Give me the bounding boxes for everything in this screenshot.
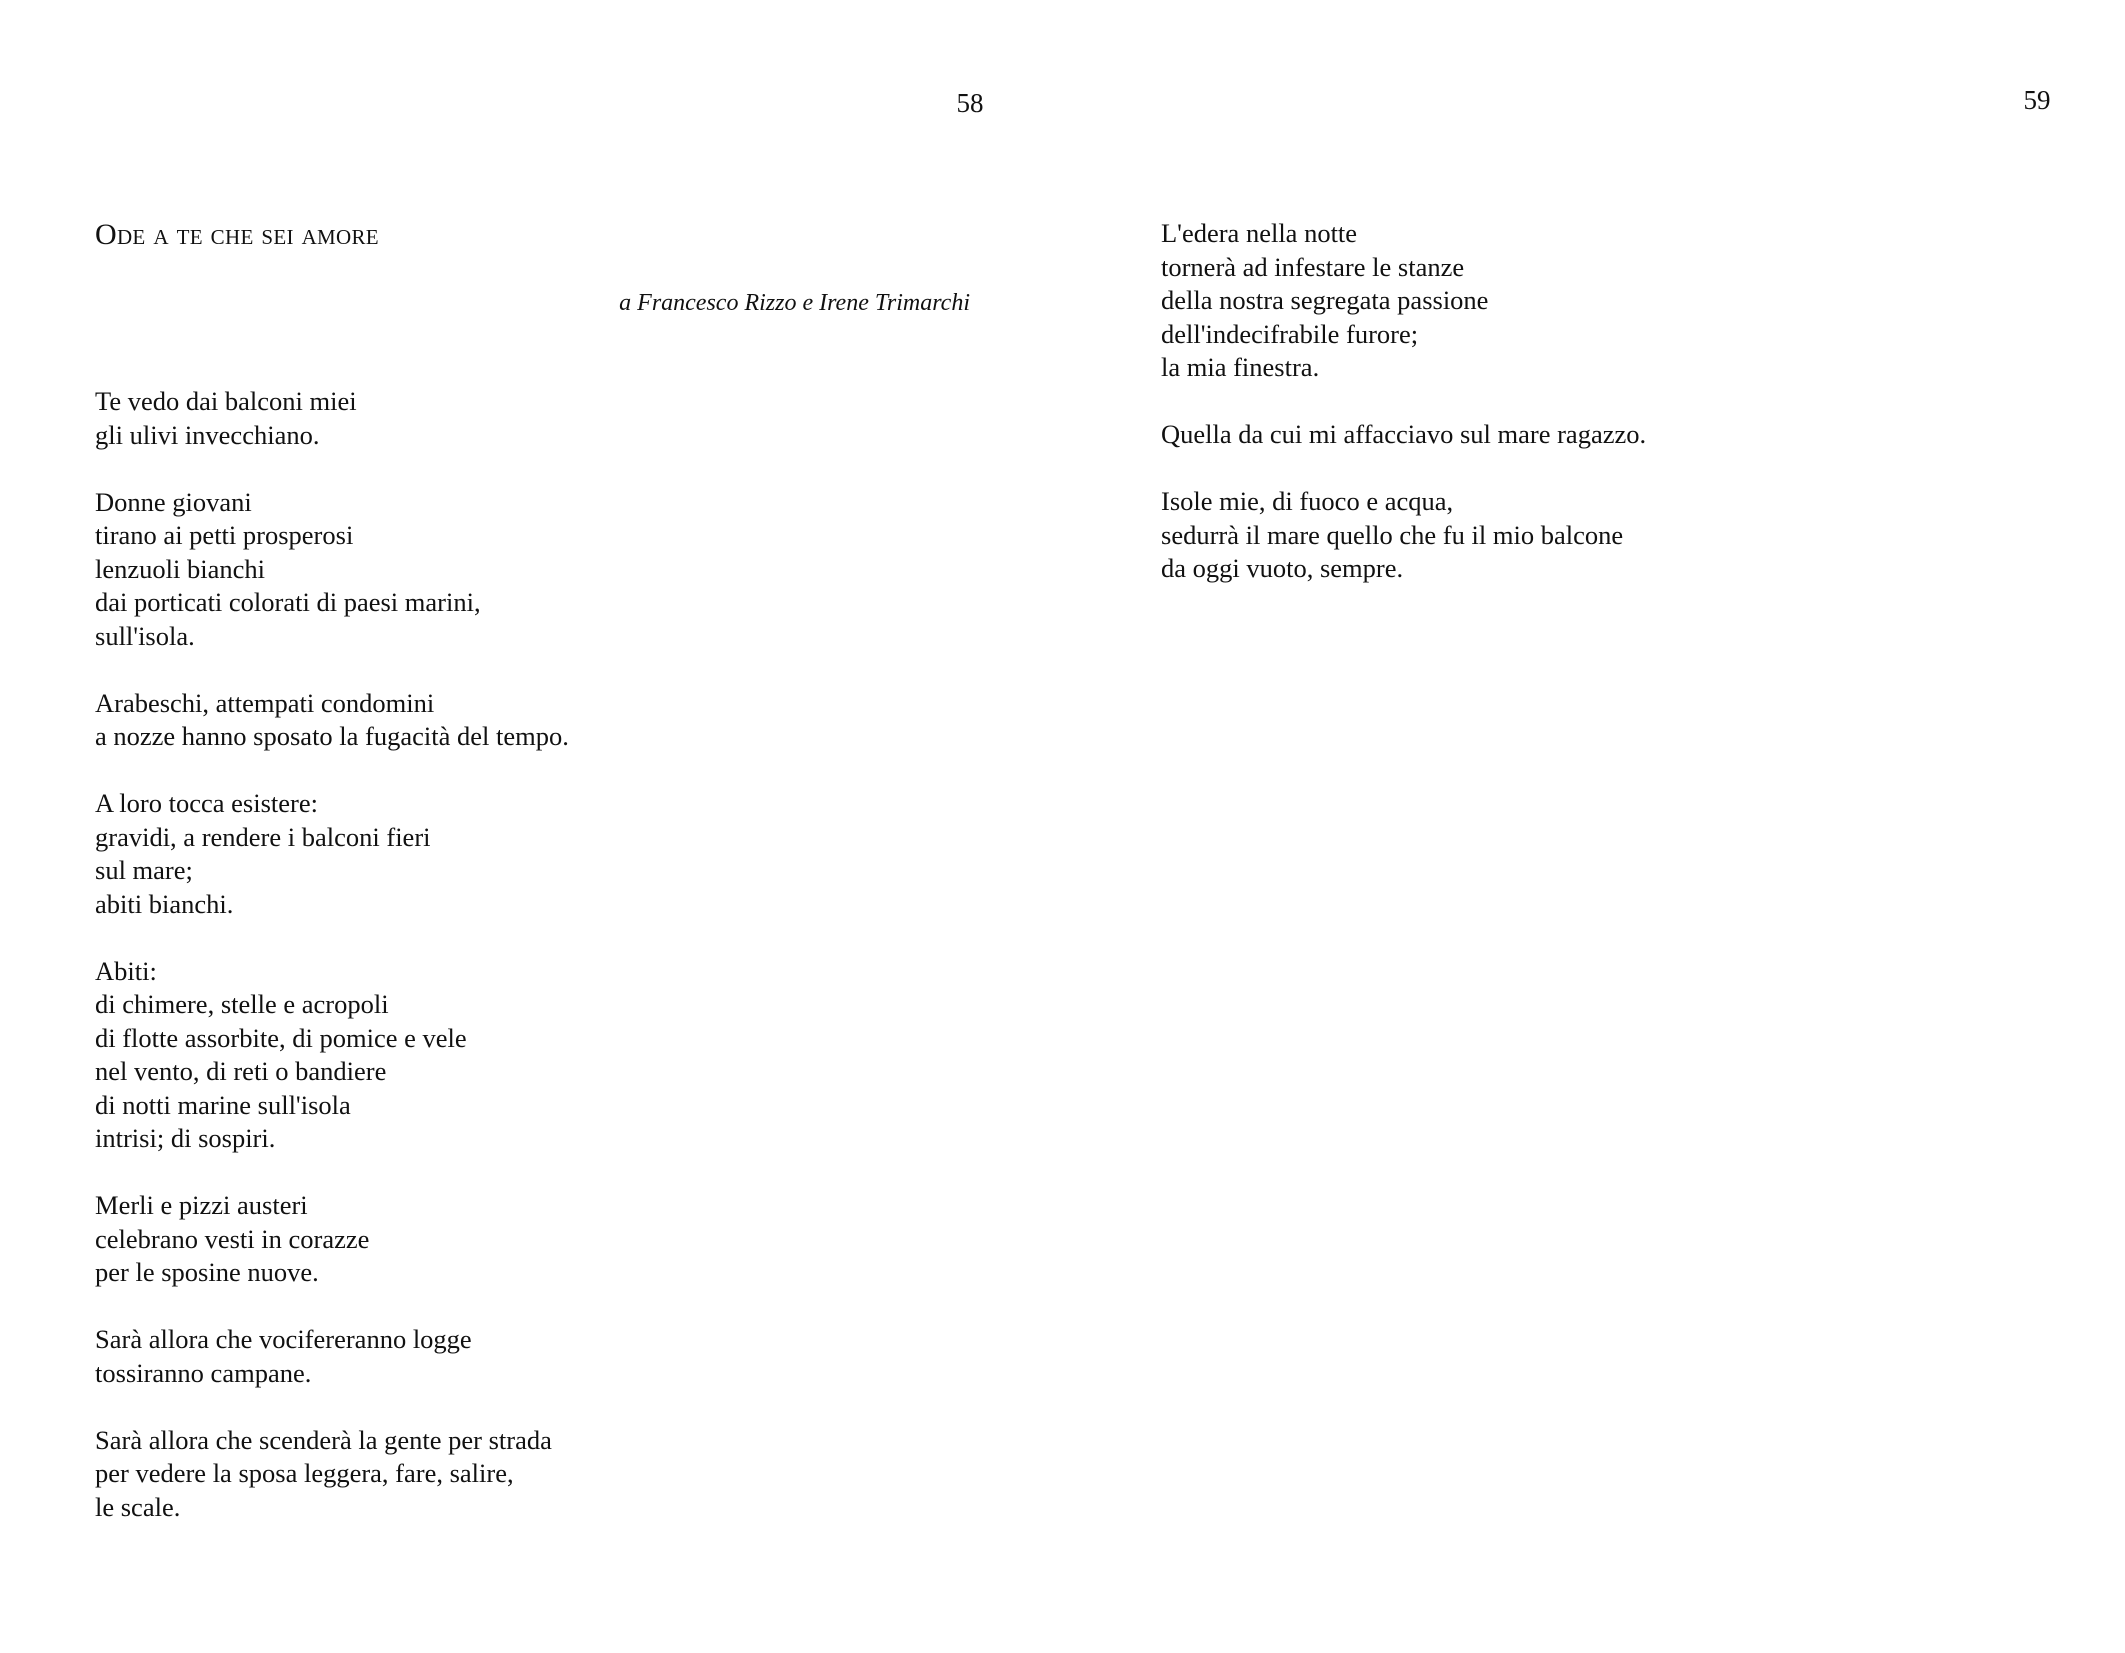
- poem-title: Ode a te che sei amore: [95, 218, 379, 251]
- stanza: [95, 385, 995, 452]
- verse-line: da oggi vuoto, sempre.: [1161, 553, 1404, 583]
- verse-line: tossiranno campane.: [95, 1357, 312, 1388]
- poem-verses-left: [95, 385, 995, 1524]
- page-number-right: 59: [2023, 85, 2051, 115]
- verse-line: dell'indecifrabile furore;: [1161, 318, 1419, 349]
- stanza: [1161, 217, 2061, 385]
- verse-line: di notti marine sull'isola: [95, 1089, 351, 1120]
- stanza: [95, 1424, 995, 1525]
- verse-line: Merli e pizzi austeri: [95, 1190, 308, 1220]
- verse-line: celebrano vesti in corazze: [95, 1223, 370, 1254]
- stanza: [1161, 418, 2061, 452]
- verse-line: Quella da cui mi affacciavo sul mare ragazzo.: [1161, 419, 1647, 449]
- verse-line: tirano ai petti prosperosi: [95, 520, 354, 550]
- verse-line: gravidi, a rendere i balconi fieri: [95, 821, 431, 852]
- verse-line: gli ulivi invecchiano.: [95, 419, 320, 450]
- verse-line: sull'isola.: [95, 620, 195, 651]
- verse-line: A loro tocca esistere:: [95, 788, 318, 818]
- right-page: [1062, 0, 2125, 1653]
- verse-line: Donne giovani: [95, 486, 252, 517]
- verse-line: lenzuoli bianchi: [95, 553, 265, 584]
- page-number-left: 58: [956, 88, 984, 118]
- verse-line: la mia finestra.: [1161, 352, 1320, 382]
- verse-line: le scale.: [95, 1491, 181, 1522]
- stanza: [95, 1323, 995, 1390]
- verse-line: L'edera nella notte: [1161, 218, 1358, 248]
- stanza: [95, 955, 995, 1156]
- verse-line: Isole mie, di fuoco e acqua,: [1161, 486, 1454, 516]
- verse-line: Abiti:: [95, 955, 157, 986]
- stanza: [95, 486, 995, 654]
- poem-verses-right: [1161, 217, 2061, 586]
- stanza: [1161, 485, 2061, 586]
- stanza: [95, 787, 995, 921]
- verse-line: Sarà allora che scenderà la gente per strada: [95, 1424, 552, 1455]
- verse-line: tornerà ad infestare le stanze: [1161, 251, 1465, 282]
- verse-line: Sarà allora che vocifereranno logge: [95, 1324, 472, 1354]
- stanza: [95, 1189, 995, 1290]
- verse-line: a nozze hanno sposato la fugacità del tempo.: [95, 721, 569, 751]
- verse-line: per le sposine nuove.: [95, 1257, 319, 1287]
- verse-line: di chimere, stelle e acropoli: [95, 989, 389, 1019]
- poem-dedication: a Francesco Rizzo e Irene Trimarchi: [619, 290, 970, 316]
- verse-line: sedurrà il mare quello che fu il mio balcone: [1161, 519, 1624, 550]
- verse-line: sul mare;: [95, 855, 193, 885]
- verse-line: abiti bianchi.: [95, 888, 234, 919]
- verse-line: per vedere la sposa leggera, fare, salire,: [95, 1458, 514, 1488]
- stanza: [95, 687, 995, 754]
- verse-line: dai porticati colorati di paesi marini,: [95, 587, 481, 617]
- verse-line: Arabeschi, attempati condomini: [95, 687, 435, 718]
- verse-line: di flotte assorbite, di pomice e vele: [95, 1022, 467, 1053]
- verse-line: nel vento, di reti o bandiere: [95, 1056, 387, 1086]
- verse-line: Te vedo dai balconi miei: [95, 386, 357, 416]
- verse-line: intrisi; di sospiri.: [95, 1123, 276, 1153]
- verse-line: della nostra segregata passione: [1161, 285, 1489, 315]
- left-page: [0, 0, 1062, 1653]
